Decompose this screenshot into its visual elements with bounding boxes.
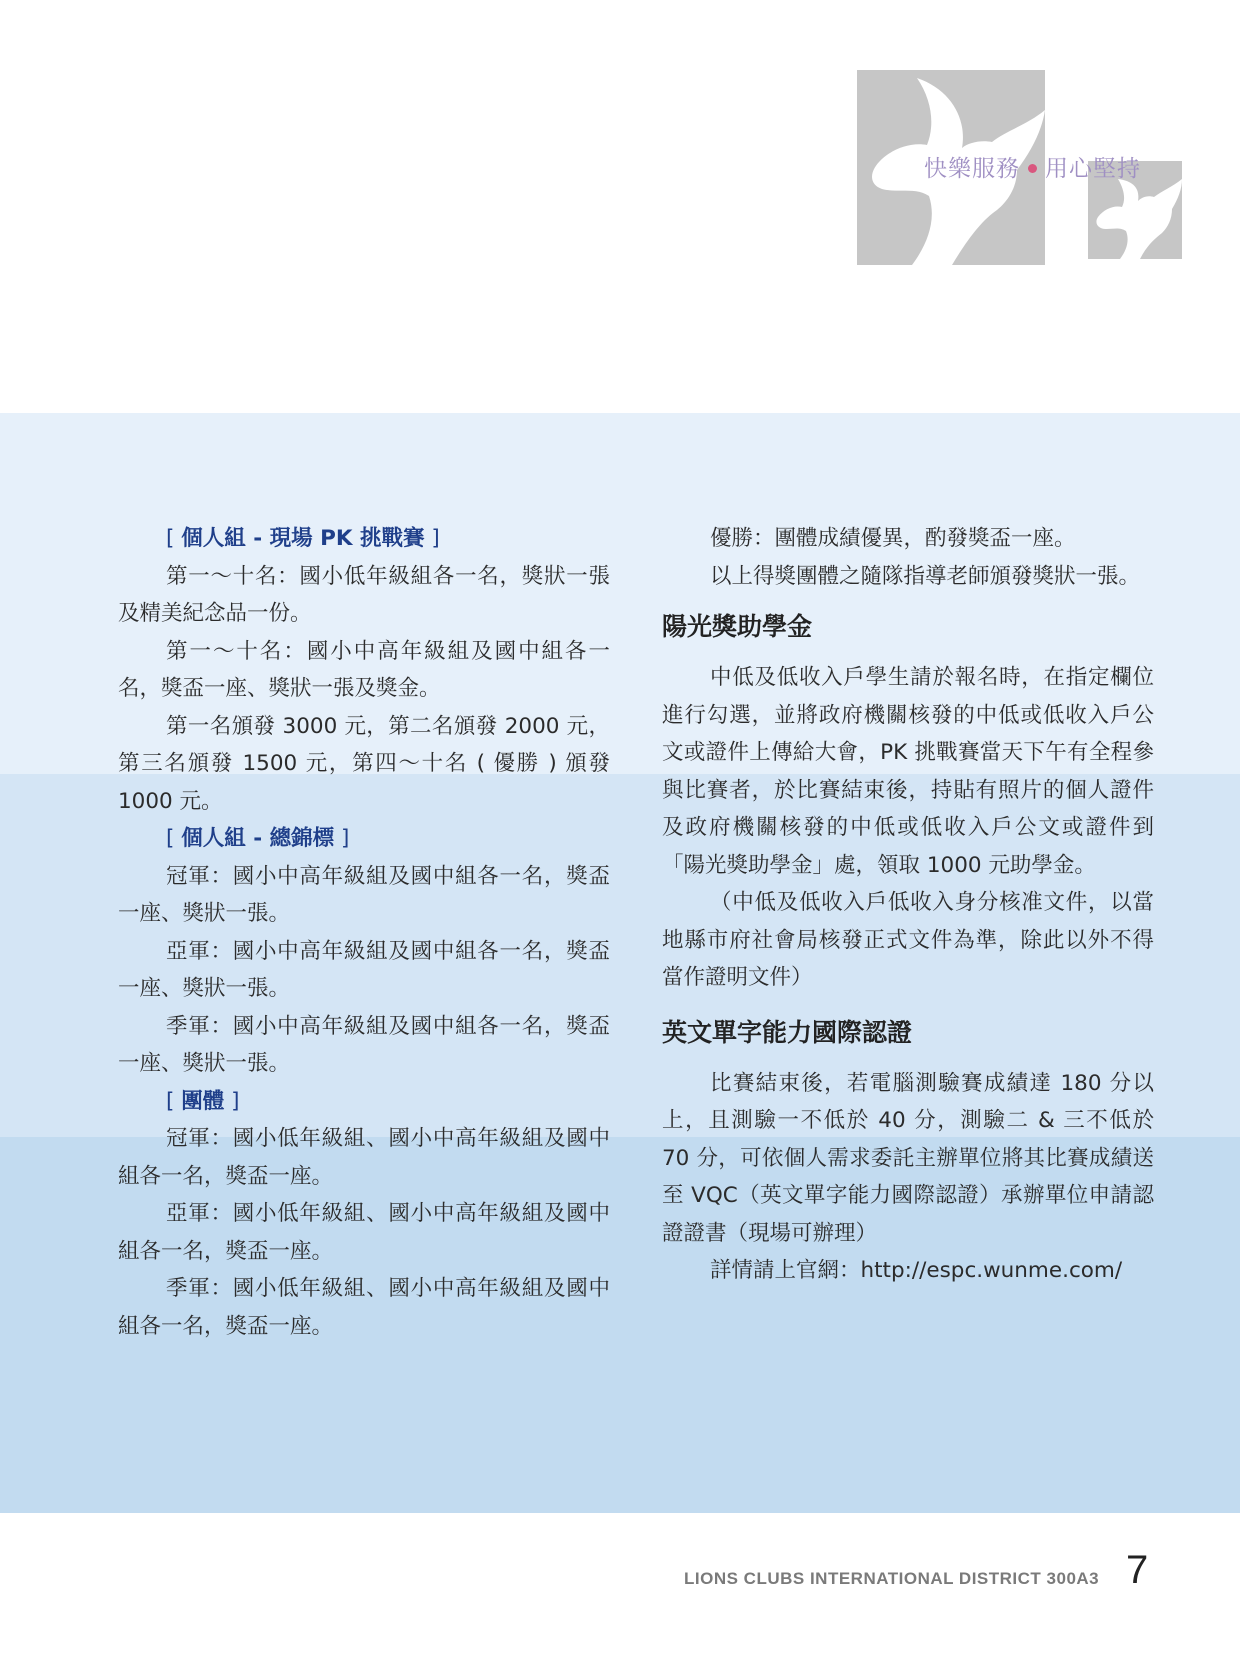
subheading-individual-pk: [ 個人組 - 現場 PK 挑戰賽 ] xyxy=(166,526,440,551)
paragraph: 亞軍：國小中高年級組及國中組各一名，獎盃一座、獎狀一張。 xyxy=(118,938,610,1001)
paragraph: 季軍：國小低年級組、國小中高年級組及國中組各一名，獎盃一座。 xyxy=(118,1276,610,1339)
paragraph: 以上得獎團體之隨隊指導老師頒發獎狀一張。 xyxy=(710,563,1141,589)
right-column xyxy=(662,520,1154,1290)
paragraph: 亞軍：國小低年級組、國小中高年級組及國中組各一名，獎盃一座。 xyxy=(118,1201,610,1264)
page-number: 7 xyxy=(1126,1548,1149,1592)
paragraph: （中低及低收入戶低收入身分核准文件，以當地縣市府社會局核發正式文件為準，除此以外不得當作證明文件） xyxy=(662,890,1154,990)
paragraph: 中低及低收入戶學生請於報名時，在指定欄位進行勾選，並將政府機關核發的中低或低收入戶公文或證件上傳給大會，PK 挑戰賽當天下午有全程參與比賽者，於比賽結束後，持貼有照片的個人證件及政府機關核發的中低或低收入戶公文或證件到「陽光獎助學金」處，領取 1000 元助學金。 xyxy=(662,665,1154,878)
subheading-individual-overall: [ 個人組 - 總錦標 ] xyxy=(166,826,350,851)
paragraph: 比賽結束後，若電腦測驗賽成績達 180 分以上，且測驗一不低於 40 分，測驗二 & 三不低於 70 分，可依個人需求委託主辦單位將其比賽成績送至 VQC（英文單字能力國際認證）承辦單位申請認證證書（現場可辦理） xyxy=(662,1070,1154,1246)
tagline-dot xyxy=(1028,164,1037,173)
tagline xyxy=(924,150,1141,183)
paragraph: 第一～十名：國小中高年級組及國中組各一名，獎盃一座、獎狀一張及獎金。 xyxy=(118,638,610,701)
paragraph: 第一名頒發 3000 元，第二名頒發 2000 元，第三名頒發 1500 元，第四～十名 ( 優勝 ) 頒發 1000 元。 xyxy=(118,713,610,814)
left-column xyxy=(118,520,610,1345)
paragraph: 優勝：團體成績優異，酌發獎盃一座。 xyxy=(710,526,1076,551)
subheading-team: [ 團體 ] xyxy=(166,1088,240,1114)
footer-organization: LIONS CLUBS INTERNATIONAL DISTRICT 300A3 xyxy=(684,1569,1100,1588)
tagline-left: 快樂服務 xyxy=(924,156,1020,182)
paragraph: 冠軍：國小中高年級組及國中組各一名，獎盃一座、獎狀一張。 xyxy=(118,863,610,926)
paragraph-website: 詳情請上官網：http://espc.wunme.com/ xyxy=(710,1258,1123,1283)
tagline-right: 用心堅持 xyxy=(1045,156,1141,182)
section-title-certification: 英文單字能力國際認證 xyxy=(662,1017,913,1047)
paragraph: 第一～十名：國小低年級組各一名，獎狀一張及精美紀念品一份。 xyxy=(118,563,610,626)
paragraph: 季軍：國小中高年級組及國中組各一名，獎盃一座、獎狀一張。 xyxy=(118,1013,610,1076)
section-title-scholarship: 陽光獎助學金 xyxy=(662,612,813,641)
paragraph: 冠軍：國小低年級組、國小中高年級組及國中組各一名，獎盃一座。 xyxy=(118,1126,610,1189)
